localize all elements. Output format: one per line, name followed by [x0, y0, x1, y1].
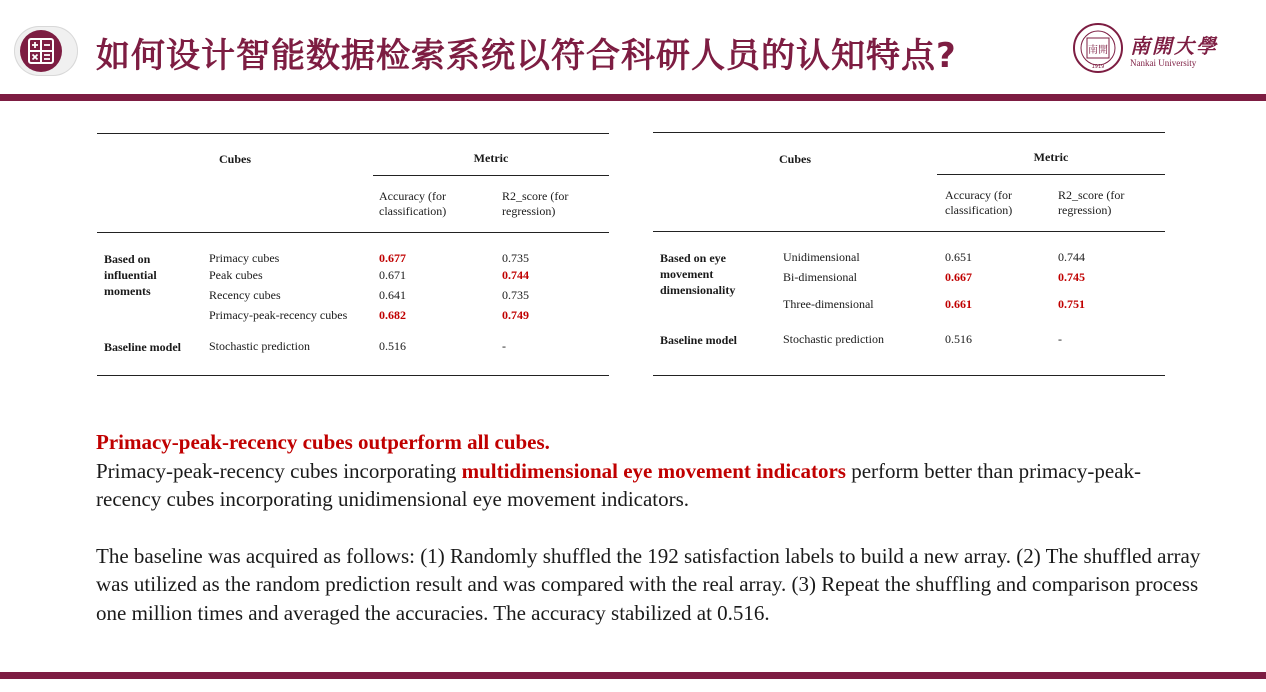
- col-header-metric: Metric: [937, 133, 1165, 175]
- seal-text: 南開: [1088, 45, 1108, 56]
- row-name: Three-dimensional: [783, 297, 874, 311]
- calculator-icon: [28, 38, 54, 64]
- findings-text: [96, 428, 1206, 627]
- row-accuracy: 0.641: [379, 288, 406, 302]
- group-label-influential: Based on influential moments: [97, 233, 202, 339]
- row-name: Unidimensional: [777, 232, 937, 266]
- university-name-en: Nankai University: [1130, 58, 1197, 68]
- paragraph-1-after: perform better than primacy-peak-recency cubes incorporating unidimensional eye movement indicators.: [96, 458, 1142, 511]
- slide-header: [0, 0, 1266, 96]
- col-header-cubes: Cubes: [97, 134, 373, 233]
- row-accuracy: 0.671: [379, 268, 406, 282]
- baseline-accuracy: 0.516: [937, 332, 1050, 376]
- university-logo: [1072, 22, 1232, 78]
- paragraph-1-highlight: multidimensional eye movement indicators: [461, 458, 846, 483]
- col-header-cubes: Cubes: [653, 133, 937, 232]
- finding-headline: Primacy-peak-recency cubes outperform all cubes.: [96, 430, 550, 454]
- row-name: Primacy-peak-recency cubes: [209, 308, 348, 322]
- finding-paragraph-1: [96, 457, 1206, 514]
- row-accuracy: 0.682: [379, 308, 406, 322]
- row-accuracy: 0.651: [937, 232, 1050, 266]
- baseline-r2: -: [1050, 332, 1165, 376]
- subheader-r2: R2_score (for regression): [1058, 188, 1125, 217]
- row-r2: 0.745: [1058, 270, 1085, 284]
- baseline-paragraph: The baseline was acquired as follows: (1) Randomly shuffled the 192 satisfaction labels to build a new array. (2) The shuffled array was utilized as the random prediction result and was compared with the real array. (3) Repeat the shuffling and comparison process one million times and averaged the accuracies. The accuracy stabilized at 0.516.: [96, 543, 1201, 625]
- row-name: Peak cubes: [209, 268, 263, 282]
- baseline-accuracy: 0.516: [373, 338, 496, 376]
- row-r2: 0.744: [502, 268, 529, 282]
- baseline-name: Stochastic prediction: [202, 338, 373, 376]
- university-seal-icon: [1072, 22, 1124, 74]
- university-name-cn: 南開大學: [1130, 34, 1218, 58]
- results-table-eye-movement: [653, 132, 1165, 376]
- footer-rule: [0, 672, 1266, 679]
- row-accuracy: 0.667: [945, 270, 972, 284]
- header-rule: [0, 94, 1266, 101]
- row-r2: 0.744: [1050, 232, 1165, 266]
- subheader-accuracy: Accuracy (for classification): [945, 188, 1013, 217]
- row-r2: 0.735: [502, 288, 529, 302]
- paragraph-1-before: Primacy-peak-recency cubes incorporating: [96, 458, 462, 483]
- group-label-eye-movement: Based on eye movement dimensionality: [653, 232, 777, 333]
- row-accuracy: 0.677: [373, 233, 496, 267]
- group-label-baseline: Baseline model: [97, 338, 202, 376]
- row-r2: 0.735: [496, 233, 609, 267]
- group-label-baseline: Baseline model: [653, 332, 777, 376]
- row-name: Recency cubes: [209, 288, 281, 302]
- subheader-r2: R2_score (for regression): [502, 189, 569, 218]
- row-r2: 0.751: [1058, 297, 1085, 311]
- col-header-metric: Metric: [373, 134, 609, 176]
- results-table-influential-moments: [97, 133, 609, 376]
- row-name: Bi-dimensional: [783, 270, 857, 284]
- subheader-accuracy: Accuracy (for classification): [379, 189, 447, 218]
- seal-year: 1919: [1091, 64, 1105, 70]
- calculator-badge: [14, 26, 78, 76]
- row-r2: 0.749: [502, 308, 529, 322]
- page-title: 如何设计智能数据检索系统以符合科研人员的认知特点?: [96, 36, 957, 76]
- baseline-name: Stochastic prediction: [777, 332, 937, 376]
- spacer: [96, 514, 1206, 542]
- baseline-r2: -: [496, 338, 609, 376]
- row-accuracy: 0.661: [945, 297, 972, 311]
- row-name: Primacy cubes: [202, 233, 373, 267]
